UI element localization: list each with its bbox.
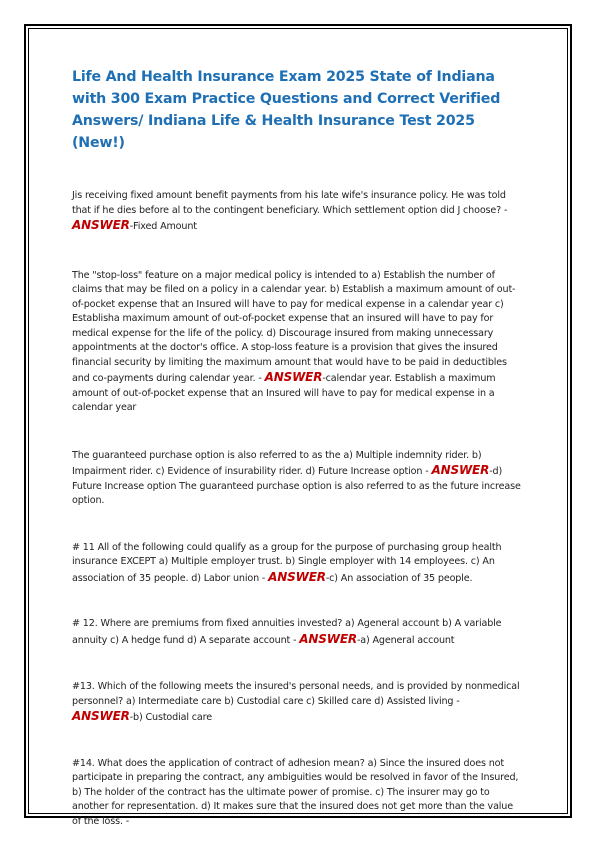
question-item <box>72 617 522 648</box>
question-text: The guaranteed purchase option is also referred to as the a) Multiple indemnity rider. b) Impairment rider. c) Evidence of insurability rider. d) Future Increase option - <box>72 449 482 477</box>
answer-text: -calendar year. Establish a maximum amount of out-of-pocket expense that an Insured will have to pay for medical expense in a calendar year <box>72 373 496 413</box>
question-item <box>72 757 522 830</box>
question-text: # 11 All of the following could qualify as a group for the purpose of purchasing group health insurance EXCEPT a) Multiple employer trust. b) Single employer with 14 employees. c) An association of 35 people. d) Labor union - <box>72 541 502 584</box>
question-item <box>72 189 522 235</box>
question-text: Jis receiving fixed amount benefit payments from his late wife's insurance policy. He was told that if he dies before al to the contingent beneficiary. Which settlement option did J choose? - <box>72 190 508 216</box>
question-text: #14. What does the application of contract of adhesion mean? a) Since the insured does not participate in preparing the contract, any ambiguities would be resolved in favor of the Insured, b) The holder of the contract has the ultimate power of promise. c) The insurer may go to another for representation. d) It makes sure that the insured does not get more than the value of the loss. - <box>72 757 519 827</box>
answer-label: ANSWER <box>72 218 130 232</box>
answer-label: ANSWER <box>72 709 130 723</box>
question-text: # 12. Where are premiums from fixed annuities invested? a) Ageneral account b) A variable annuity c) A hedge fund d) A separate account - <box>72 618 502 646</box>
question-item <box>72 541 522 587</box>
question-text: The "stop-loss" feature on a major medical policy is intended to a) Establish the number of claims that may be filed on a policy in a calendar year. b) Establish a maximum amount of out-of-pocket expense that an Insured will have to pay for medical expense in a calendar year c) Establisha maximum amount of out-of-pocket expense that an insured will have to pay for medical expense for the life of the policy. d) Discourage insured from making unnecessary appointments at the doctor's office. A stop-loss feature is a provision that gives the insured financial security by limiting the maximum amount that would have to be paid in deductibles and co-payments during calendar year. - <box>72 269 516 384</box>
question-item <box>72 269 522 416</box>
answer-text: -b) Custodial care <box>129 712 212 723</box>
answer-text: -d) Future Increase option The guaranteed purchase option is also referred to as the future increase option. <box>72 466 521 506</box>
question-item <box>72 449 522 509</box>
answer-text: -a) Ageneral account <box>356 634 455 646</box>
answer-label: ANSWER <box>264 370 323 384</box>
answer-label: ANSWER <box>268 569 326 584</box>
answer-text: -Fixed Amount <box>129 221 197 232</box>
answer-label: ANSWER <box>299 631 357 646</box>
question-item <box>72 680 522 726</box>
document-body <box>72 66 522 829</box>
answer-text: -c) An association of 35 people. <box>325 572 473 584</box>
question-text: #13. Which of the following meets the insured's personal needs, and is provided by nonmedical personnel? a) Intermediate care b) Custodial care c) Skilled care d) Assisted living - <box>72 681 520 707</box>
answer-label: ANSWER <box>431 463 490 477</box>
document-title: Life And Health Insurance Exam 2025 State of Indiana with 300 Exam Practice Questions and Correct Verified Answers/ Indiana Life & Health Insurance Test 2025 (New!) <box>72 69 501 151</box>
